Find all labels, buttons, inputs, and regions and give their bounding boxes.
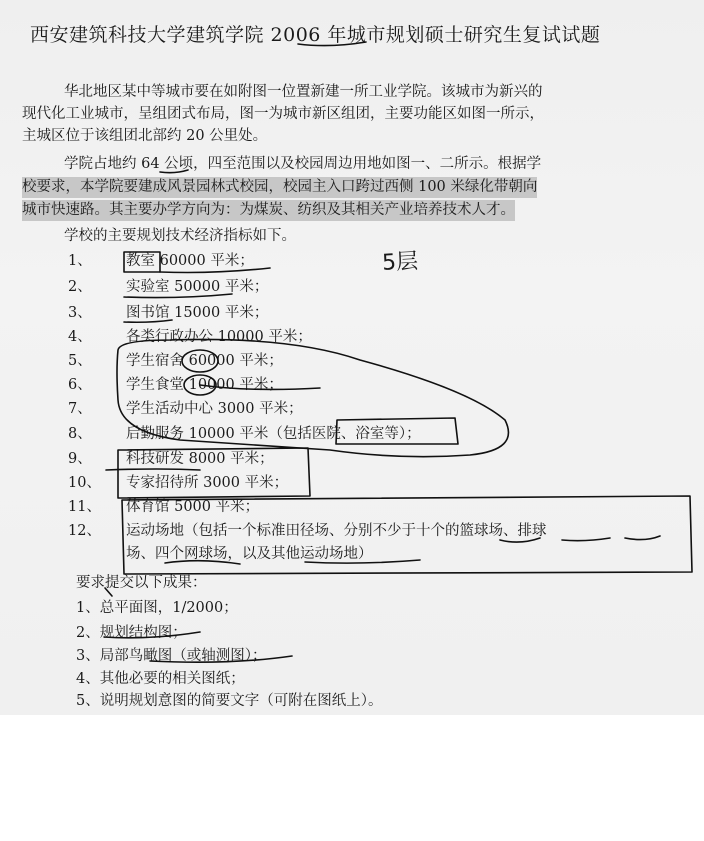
intro-line-5: 校要求，本学院要建成风景园林式校园，校园主入口跨过西侧 100 米绿化带朝向 <box>22 177 537 198</box>
intro-line-7: 学校的主要规划技术经济指标如下。 <box>64 228 296 244</box>
exam-title: 西安建筑科技大学建筑学院 2006 年城市规划硕士研究生复试试题 <box>30 24 601 46</box>
requirement-item: 4、其他必要的相关图纸； <box>76 671 245 687</box>
intro-line-4: 学院占地约 64 公顷，四至范围以及校园周边用地如图一、二所示。根据学 <box>64 156 542 172</box>
intro-line-3: 主城区位于该组团北部约 20 公里处。 <box>22 128 268 144</box>
intro-line-2: 现代化工业城市，呈组团式布局，图一为城市新区组团，主要功能区如图一所示， <box>22 106 544 122</box>
requirements-heading: 要求提交以下成果： <box>76 575 207 591</box>
requirement-item: 3、局部鸟瞰图（或轴测图）； <box>76 648 267 664</box>
intro-line-1: 华北地区某中等城市要在如附图一位置新建一所工业学院。该城市为新兴的 <box>64 84 543 100</box>
requirement-item: 5、说明规划意图的简要文字（可附在图纸上）。 <box>76 693 383 709</box>
requirement-item: 1、总平面图，1/2000； <box>76 600 238 616</box>
requirement-item: 2、规划结构图； <box>76 625 187 641</box>
handwritten-note: 5层 <box>381 249 419 276</box>
scanned-exam-page: 西安建筑科技大学建筑学院 2006 年城市规划硕士研究生复试试题 华北地区某中等城市要在如附图一位置新建一所工业学院。该城市为新兴的 现代化工业城市，呈组团式布局，图一为城市新区组团，主要功能区如图一所示， 主城区位于该组团北部约 20 公里处。 学院占地约 64 公顷，四至范围以及校园周边用地如图一、二所示。根据学 校要求，本学院要建成风景园林式校园，校园主入口跨过西侧 100 米绿化带朝向 城市快速路。其主要办学方向为：为煤炭、纺织及其相关产业培养技术人才。 学校的主要规划技术经济指标如下。 5层 1、 教室 60000 平米； 2、 实验室 50000 平米； 3、 图书馆 15000 平米； 4、 各类行政办公 10000 平米； 5、 学生宿舍 60000 平米； 6、 学生食堂 10000 平米； 7、 学生活动中心 3000 平米； 8、 后勤服务 10000 平米（包括医院、浴室等）； 9、 科技研发 8000 平米； 10、 专家招待所 3000 平米； 11、 体育馆 5000 平米； 12、 运动场地（包括一个标准田径场、分别不少于十个的篮球场、排球 场、四个网球场，以及其他运动场地） 要求提交以下成果： 1、总平面图，1/2000； 2、规划结构图； 3、局部鸟瞰图（或轴测图）； 4、其他必要的相关图纸； 5、说明规划意图的简要文字（可附在图纸上）。 <box>0 0 704 715</box>
intro-line-6: 城市快速路。其主要办学方向为：为煤炭、纺织及其相关产业培养技术人才。 <box>22 200 515 221</box>
